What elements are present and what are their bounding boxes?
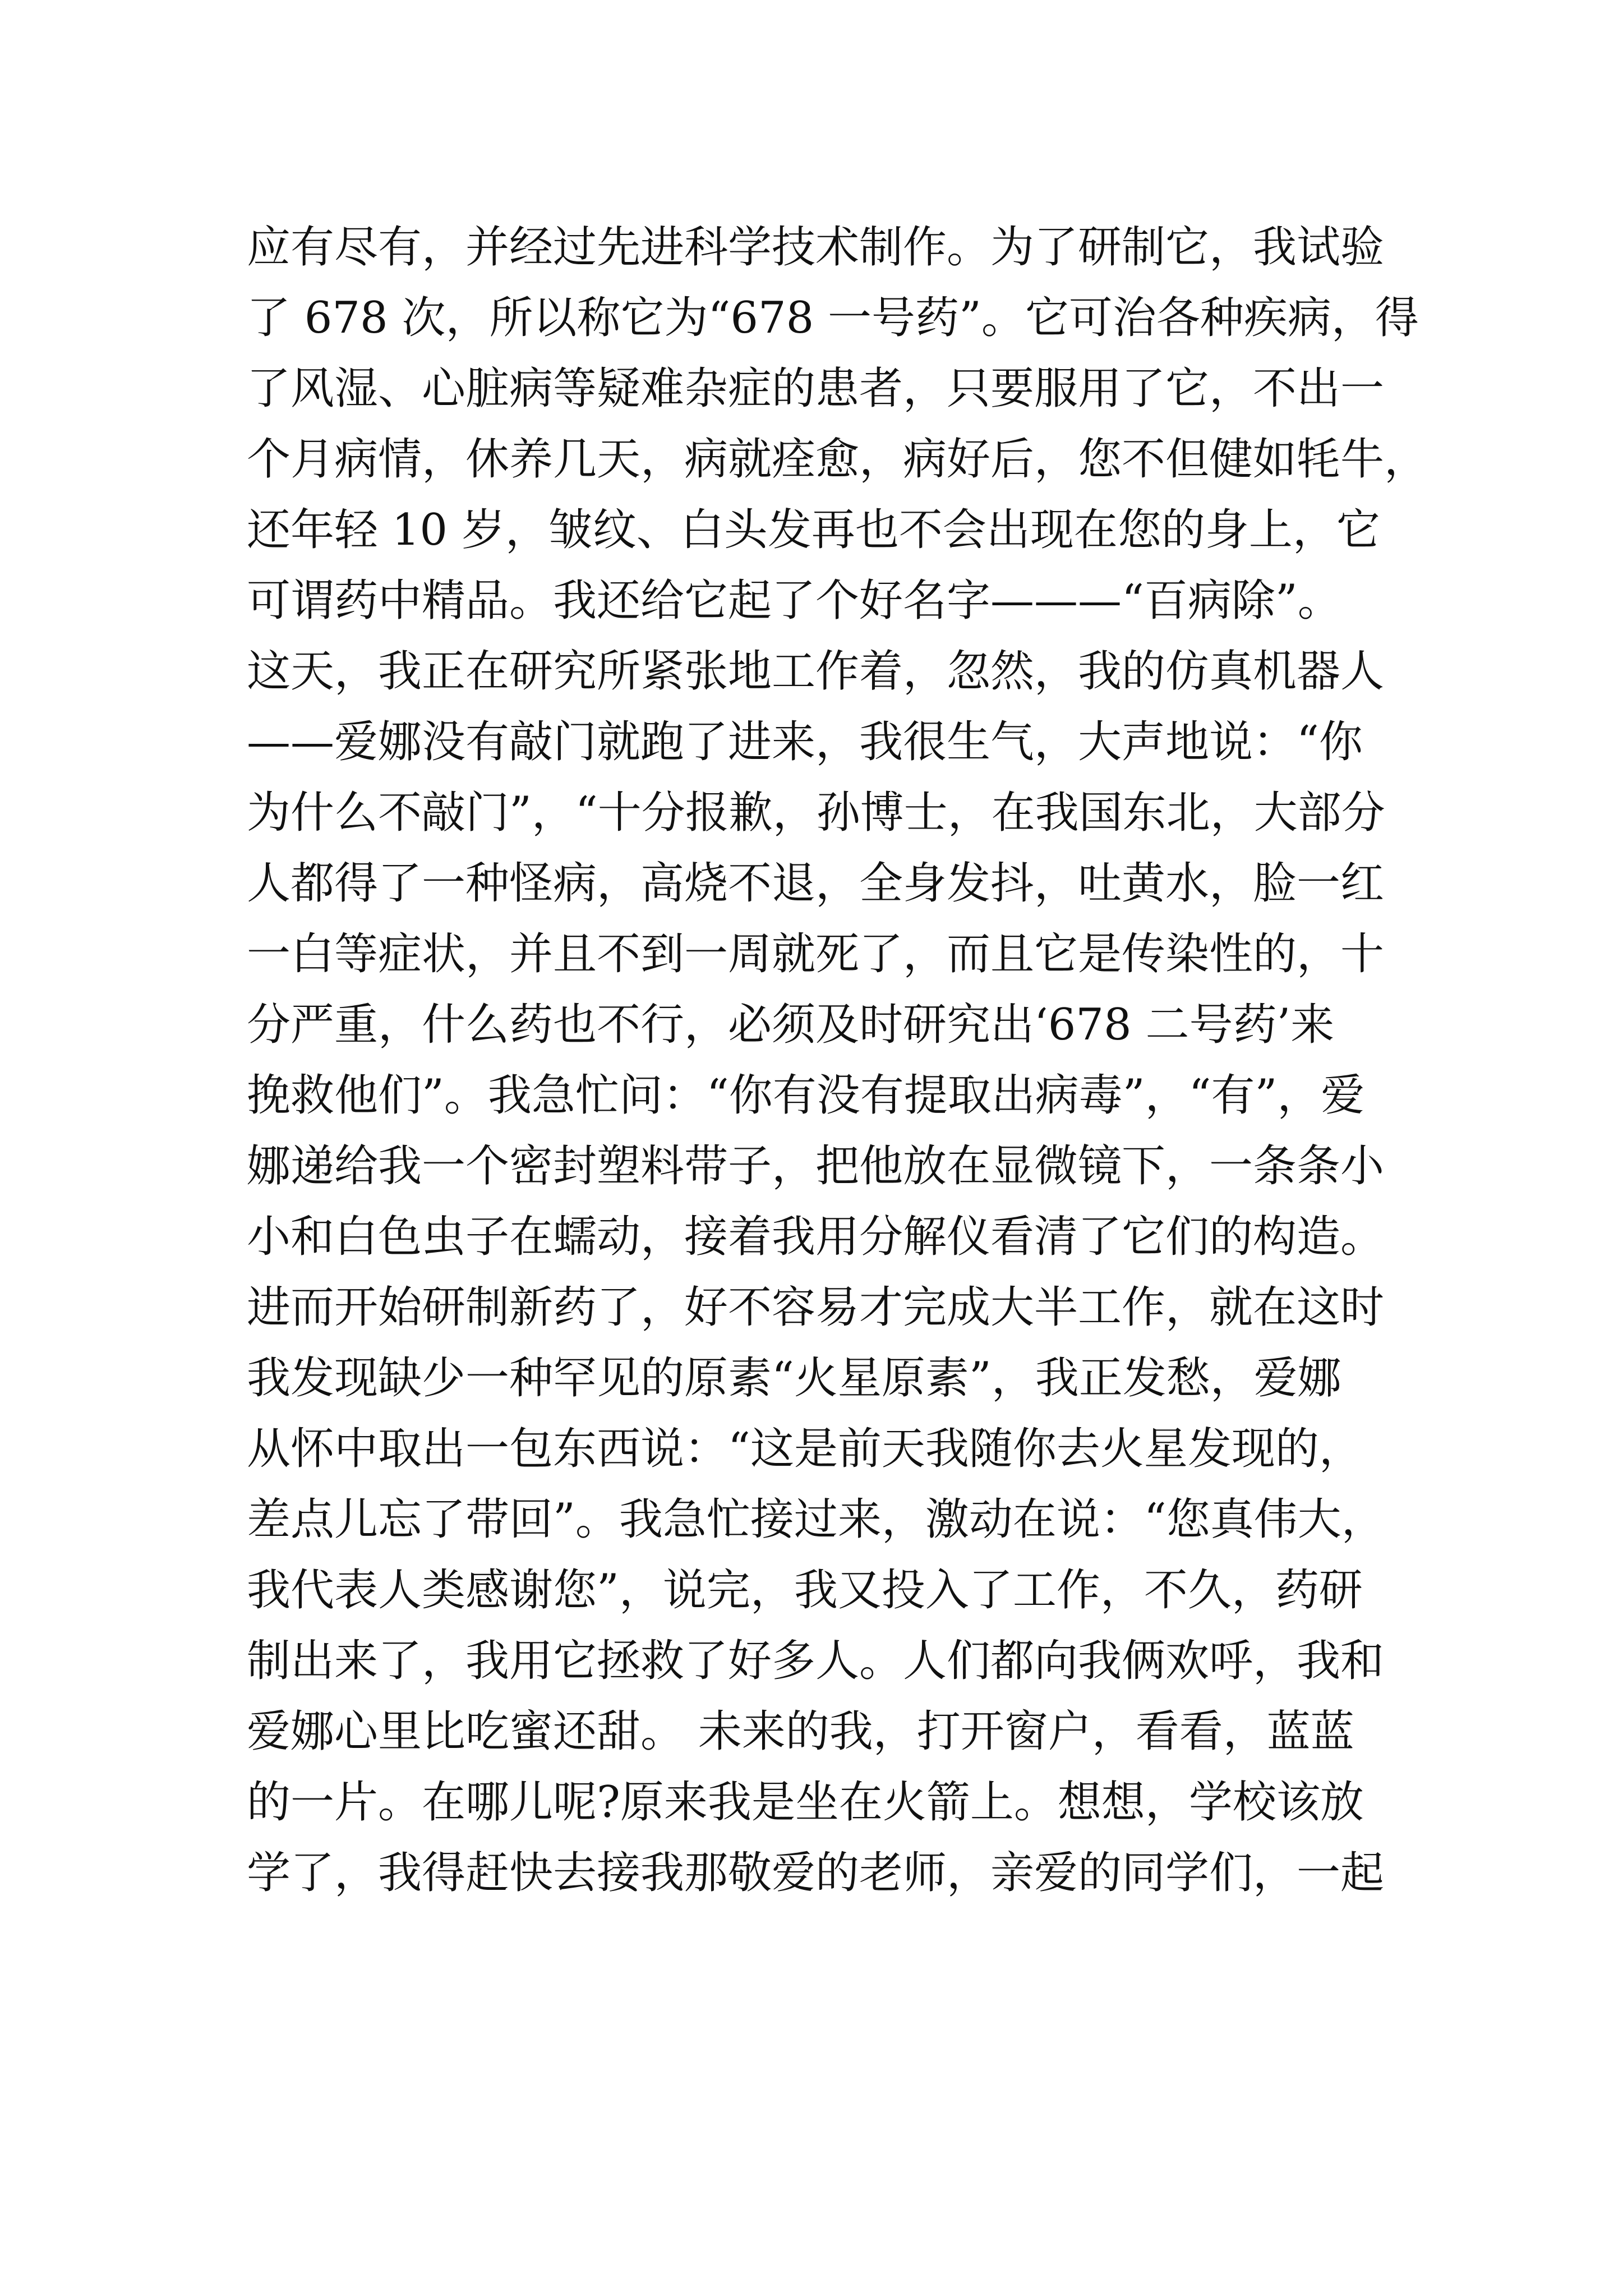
- text-line: 娜递给我一个密封塑料带子，把他放在显微镜下，一条条小: [247, 1141, 1385, 1191]
- text-line: 小和白色虫子在蠕动，接着我用分解仪看清了它们的构造。: [247, 1212, 1385, 1262]
- text-line: 挽救他们”。我急忙问：“你有没有提取出病毒”，“有”，爱: [247, 1070, 1365, 1121]
- text-line: 差点儿忘了带回”。我急忙接过来，激动在说：“您真伟大，: [247, 1494, 1385, 1545]
- text-line: 应有尽有，并经过先进科学技术制作。为了研制它，我试验: [247, 222, 1385, 273]
- text-line: 个月病情，休养几天，病就痊愈，病好后，您不但健如牦牛，: [247, 434, 1428, 485]
- text-line: 了 678 次，所以称它为“678 一号药”。它可治各种疾病，得: [247, 293, 1419, 343]
- text-line: 我发现缺少一种罕见的原素“火星原素”，我正发愁，爱娜: [247, 1353, 1341, 1404]
- text-line: 爱娜心里比吃蜜还甜。 未来的我，打开窗户，看看，蓝蓝: [247, 1706, 1354, 1757]
- text-line: 可谓药中精品。我还给它起了个好名字———“百病除”。: [247, 576, 1341, 626]
- text-line: ——爱娜没有敲门就跑了进来，我很生气，大声地说：“你: [247, 717, 1363, 767]
- text-line: 学了，我得赶快去接我那敬爱的老师，亲爱的同学们，一起: [247, 1848, 1385, 1898]
- text-line: 还年轻 10 岁，皱纹、白头发再也不会出现在您的身上，它: [247, 505, 1380, 555]
- text-line: 为什么不敲门”，“十分报歉，孙博士，在我国东北，大部分: [247, 788, 1385, 838]
- text-line: 从怀中取出一包东西说：“这是前天我随你去火星发现的，: [247, 1424, 1363, 1474]
- text-line: 一白等症状，并且不到一周就死了，而且它是传染性的，十: [247, 929, 1385, 979]
- text-line: 我代表人类感谢您”，说完，我又投入了工作，不久，药研: [247, 1565, 1363, 1616]
- text-line: 进而开始研制新药了，好不容易才完成大半工作，就在这时: [247, 1282, 1385, 1333]
- text-line: 了风湿、心脏病等疑难杂症的患者，只要服用了它，不出一: [247, 364, 1385, 414]
- text-line: 分严重，什么药也不行，必须及时研究出‘678 二号药’来: [247, 1000, 1335, 1050]
- text-line: 人都得了一种怪病，高烧不退，全身发抖，吐黄水，脸一红: [247, 858, 1385, 909]
- text-line: 制出来了，我用它拯救了好多人。人们都向我俩欢呼，我和: [247, 1636, 1385, 1686]
- body-text: [247, 212, 1458, 1908]
- text-line: 这天，我正在研究所紧张地工作着，忽然，我的仿真机器人: [247, 646, 1385, 697]
- text-line: 的一片。在哪儿呢?原来我是坐在火箭上。想想，学校该放: [247, 1777, 1364, 1828]
